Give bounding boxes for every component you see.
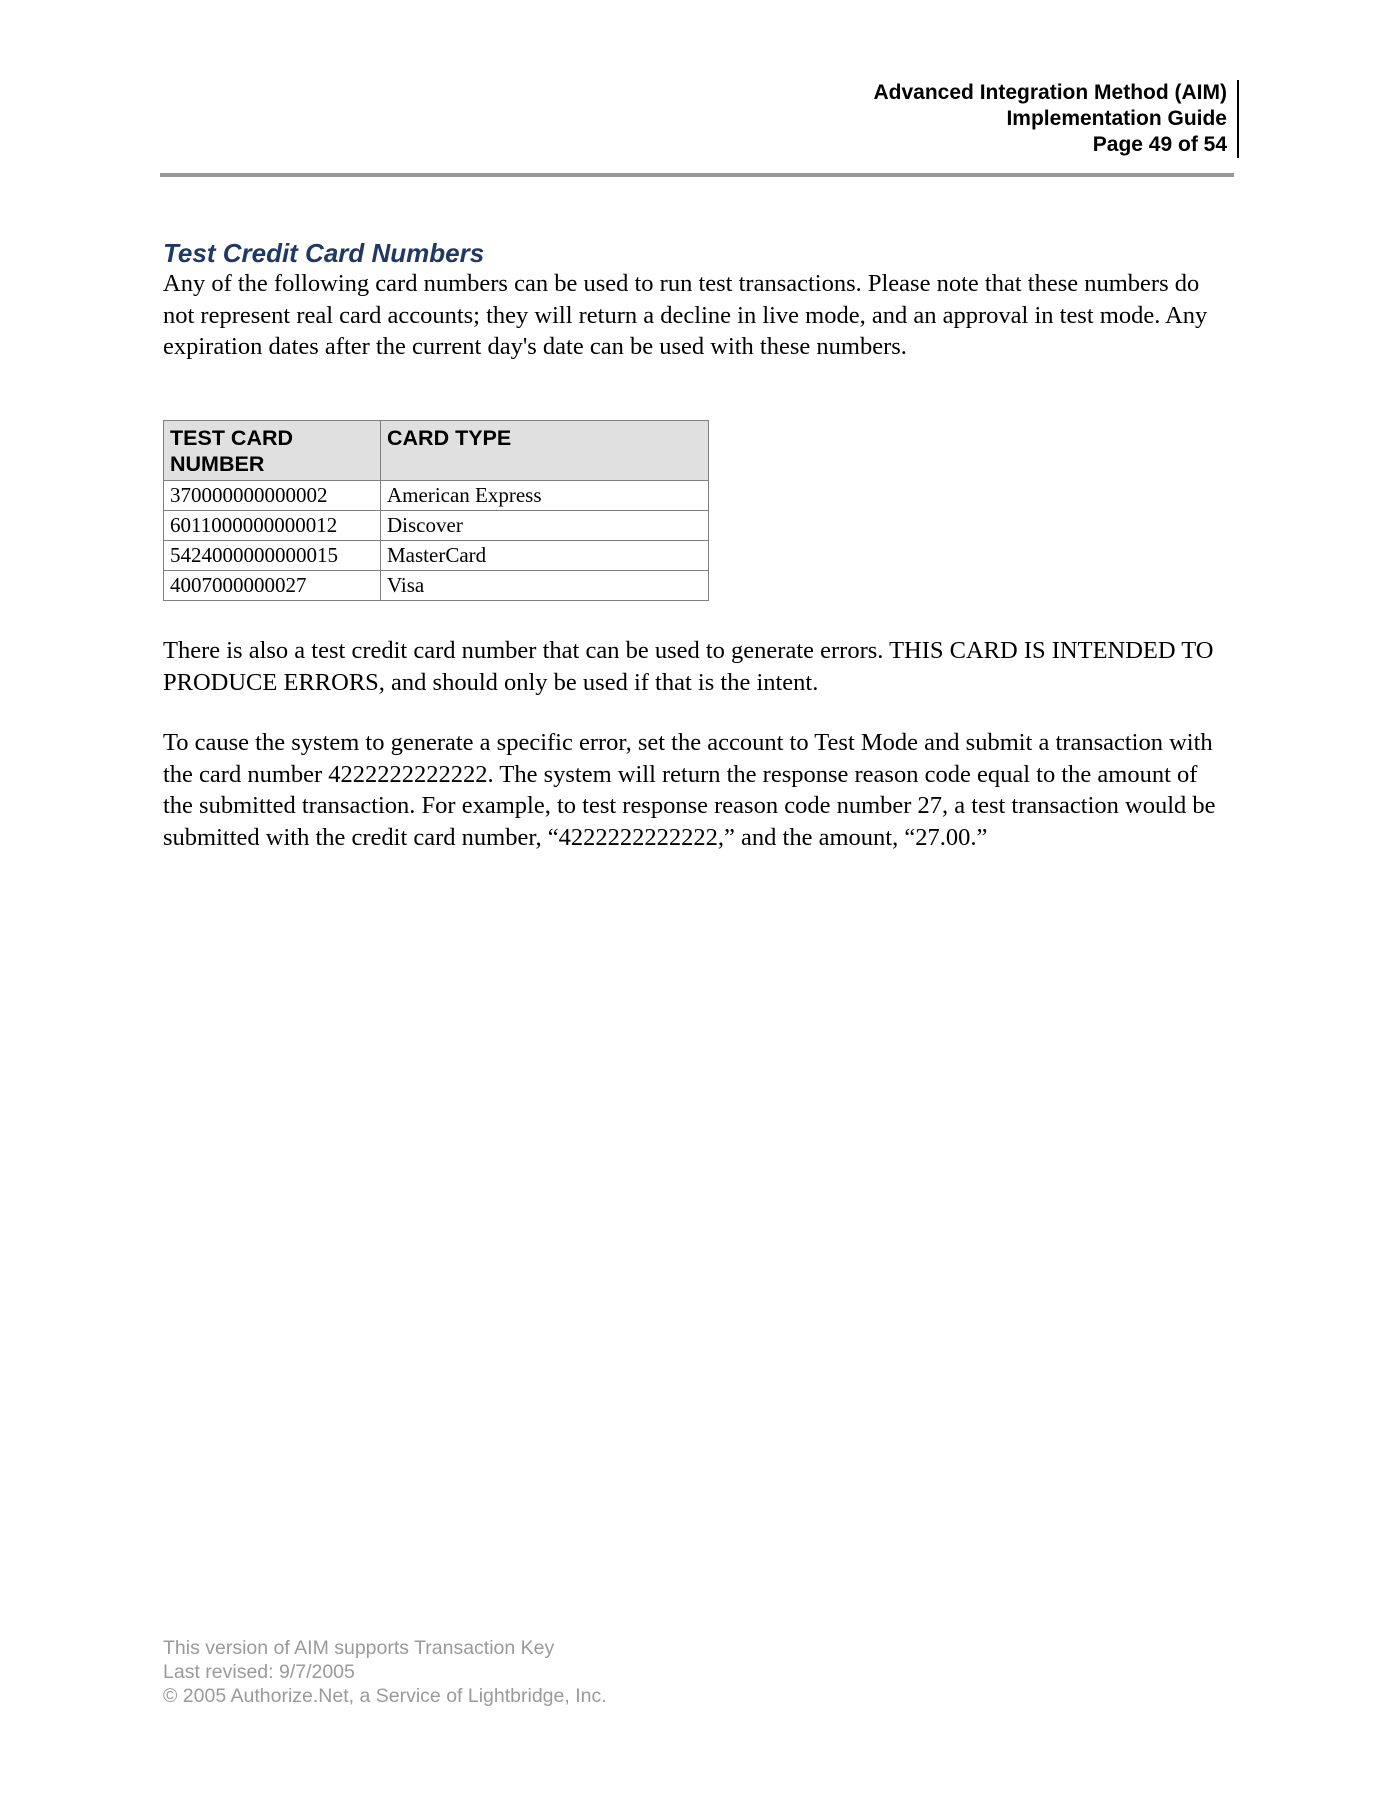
card-number-cell: 6011000000000012	[164, 511, 381, 541]
page-footer	[163, 1636, 607, 1708]
card-type-cell: MasterCard	[381, 541, 709, 571]
card-type-cell: Visa	[381, 571, 709, 601]
test-card-table	[163, 420, 709, 601]
header-doc-subtitle: Implementation Guide	[1006, 107, 1227, 130]
error-card-paragraph: There is also a test credit card number that can be used to generate errors. THIS CARD IS INTENDED TO PRODUCE ERRORS, and should only be used if that is the intent.	[163, 637, 1214, 696]
header-divider	[160, 173, 1234, 177]
card-type-cell: Discover	[381, 511, 709, 541]
header-page-number: Page 49 of 54	[1092, 133, 1227, 156]
table-row	[164, 511, 709, 541]
column-header-card-number: TEST CARD NUMBER	[164, 421, 381, 481]
card-number-cell: 5424000000000015	[164, 541, 381, 571]
column-header-card-type: CARD TYPE	[381, 421, 709, 481]
footer-copyright: © 2005 Authorize.Net, a Service of Lightbridge, Inc.	[163, 1685, 607, 1707]
table-row	[164, 541, 709, 571]
footer-revised-date: Last revised: 9/7/2005	[163, 1661, 355, 1683]
card-number-cell: 370000000000002	[164, 481, 381, 511]
intro-paragraph: Any of the following card numbers can be used to run test transactions. Please note that these numbers do not represent real card accounts; they will return a decline in live mode, and an approval in test mode. Any expiration dates after the current day's date can be used with these numbers.	[163, 270, 1208, 360]
section-title: Test Credit Card Numbers	[163, 238, 485, 268]
page-header	[874, 80, 1240, 158]
error-instructions-paragraph: To cause the system to generate a specific error, set the account to Test Mode and submit a transaction with the card number 4222222222222. The system will return the response reason code equal to the amount of the submitted transaction. For example, to test response reason code number 27, a test transaction would be submitted with the credit card number, “4222222222222,” and the amount, “27.00.”	[163, 729, 1216, 851]
table-row	[164, 481, 709, 511]
footer-version-note: This version of AIM supports Transaction Key	[163, 1637, 555, 1659]
header-doc-title: Advanced Integration Method (AIM)	[873, 81, 1227, 104]
card-number-cell: 4007000000027	[164, 571, 381, 601]
table-header-row	[164, 421, 709, 481]
table-row	[164, 571, 709, 601]
card-type-cell: American Express	[381, 481, 709, 511]
